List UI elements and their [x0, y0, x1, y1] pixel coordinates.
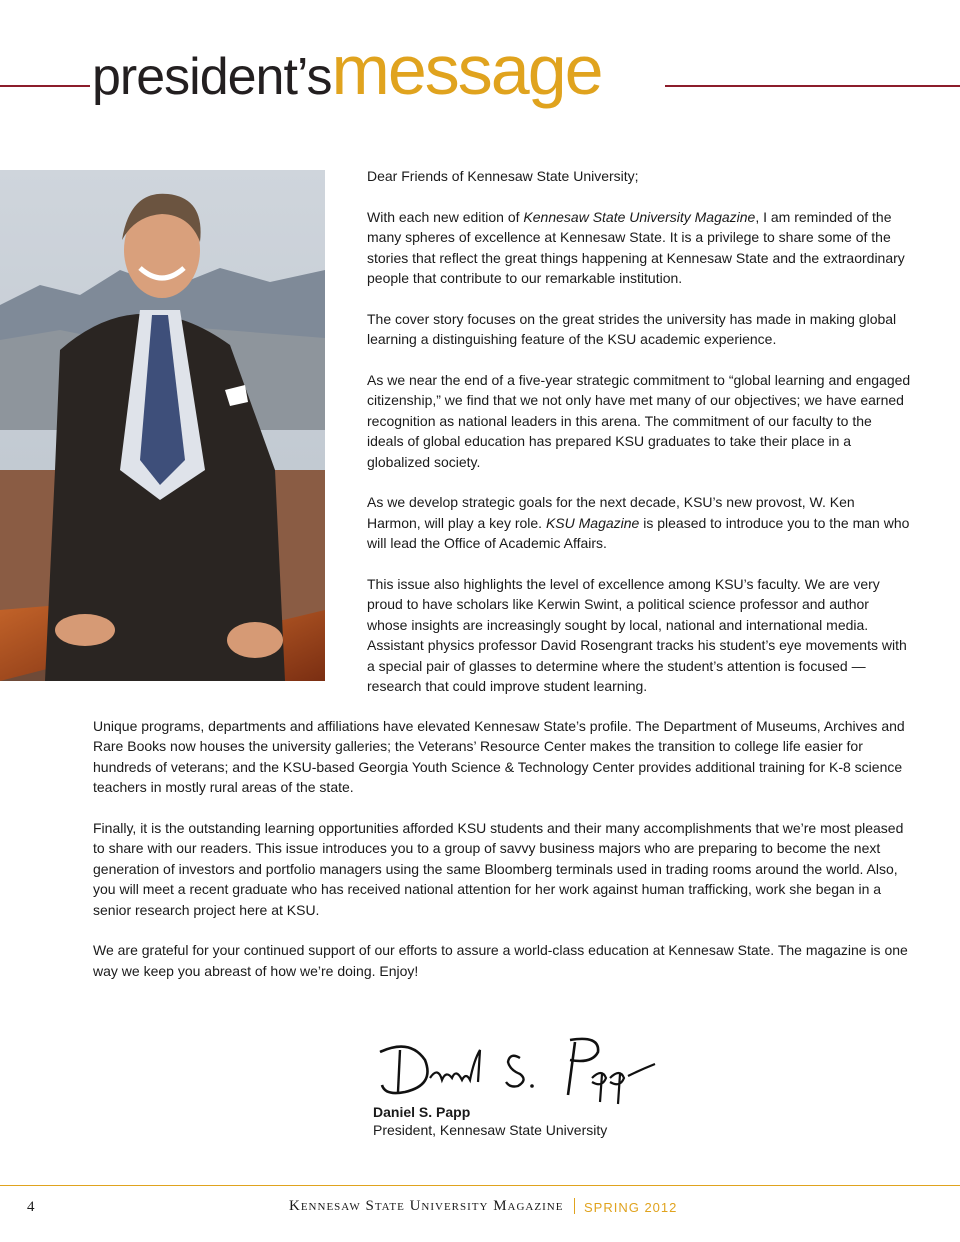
- page-number: 4: [27, 1199, 35, 1215]
- p1-text-pre: With each new edition of: [367, 208, 524, 225]
- title-word-presidents: president’s: [92, 48, 332, 106]
- publication-title: Kennesaw State University Magazine: [289, 1198, 564, 1214]
- issue-label: SPRING 2012: [584, 1200, 678, 1215]
- p4-text-post: is pleased to introduce you to the man who will lead the Office of Academic Affairs.: [367, 514, 910, 552]
- paragraph-7: Finally, it is the outstanding learning opportunities afforded KSU students and their many accomplishments that we’re most pleased to share with our readers. This issue introduces you to a group of savvy business majors who are preparing to become the next generation of investors and portfolio managers using the same Bloomberg terminals used in trading rooms around the world. Also, you will meet a recent graduate who has received national attention for her work against human trafficking, work she began in a senior research project here at KSU.: [93, 820, 904, 918]
- footer-separator: [574, 1198, 575, 1214]
- portrait-illustration: [0, 170, 325, 681]
- magazine-title-italic: Kennesaw State University Magazine: [523, 208, 756, 225]
- masthead-rule-right: [665, 85, 960, 87]
- signatory-name: Daniel S. Papp: [373, 1104, 471, 1120]
- paragraph-5: This issue also highlights the level of excellence among KSU’s faculty. We are very proud to have scholars like Kerwin Swint, a political science professor and author whose insights are increasingly sought by local, national and international media. Assistant physics professor David Rosengrant tracks his student’s eye movements with a special pair of glasses to determine where the student’s attention is focused — research that could improve student learning.: [367, 576, 907, 695]
- title-word-message: message: [331, 31, 602, 109]
- president-photo: [0, 170, 325, 681]
- paragraph-6: Unique programs, departments and affiliations have elevated Kennesaw State’s profile. The Department of Museums, Archives and Rare Books now houses the university galleries; the Veterans’ Resource Center makes the transition to college life easier for hundreds of veterans; and the KSU-based Georgia Youth Science & Technology Center provides additional training for K-8 science teachers in mostly rural areas of the state.: [93, 718, 905, 796]
- paragraph-3: As we near the end of a five-year strategic commitment to “global learning and engaged citizenship,” we find that we not only have met many of our objectives; we have earned recognition as national leaders in this arena. The commitment of our faculty to the ideals of global education has prepared KSU graduates to take their place in a globalized society.: [367, 372, 911, 470]
- footer-rule: [0, 1185, 960, 1186]
- paragraph-4: [367, 492, 912, 553]
- signature-drawing: [370, 1030, 670, 1110]
- page-title: [92, 30, 602, 110]
- paragraph-2: The cover story focuses on the great strides the university has made in making global learning a distinguishing feature of the KSU academic experience.: [367, 310, 897, 348]
- signatory-title: President, Kennesaw State University: [373, 1122, 608, 1138]
- paragraph-1: [367, 207, 912, 289]
- letter-column: [367, 166, 912, 717]
- salutation: Dear Friends of Kennesaw State University;: [367, 168, 639, 184]
- p1-text-post: , I am reminded of the many spheres of excellence at Kennesaw State. It is a privilege to share some of the stories that reflect the great things happening at Kennesaw State and the extraordinary people that contribute to our remarkable institution.: [367, 208, 905, 287]
- p4-text-pre: As we develop strategic goals for the next decade, KSU’s new provost, W. Ken Harmon, will play a key role.: [367, 494, 855, 531]
- ksu-magazine-italic: KSU Magazine: [545, 514, 640, 531]
- masthead-rule-left: [0, 85, 90, 87]
- handwritten-signature: [370, 1030, 670, 1110]
- paragraph-8: We are grateful for your continued support of our efforts to assure a world-class education at Kennesaw State. The magazine is one way we keep you abreast of how we’re doing. Enjoy!: [93, 942, 908, 979]
- letter-full-width: [93, 716, 908, 1002]
